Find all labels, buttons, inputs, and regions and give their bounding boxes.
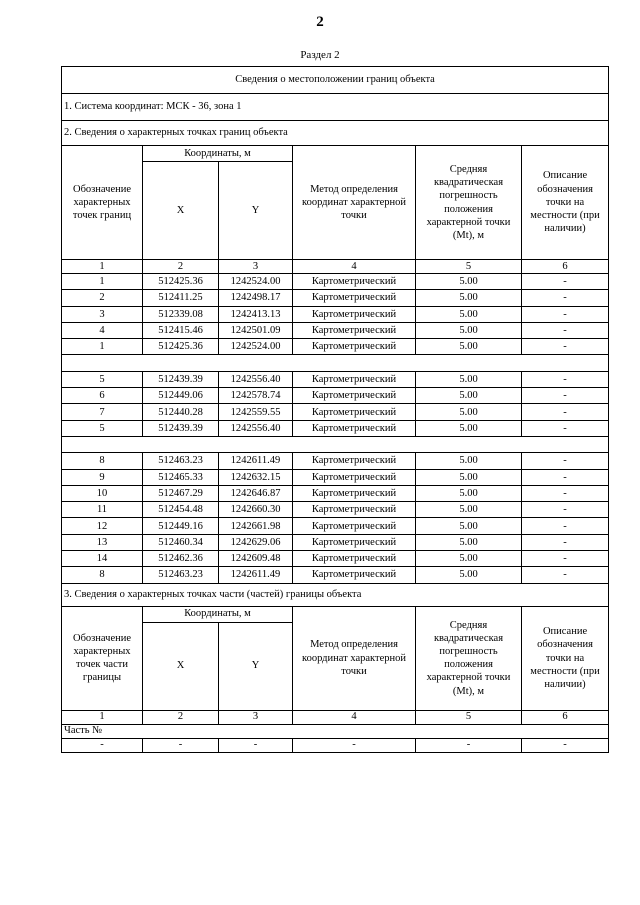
description: - bbox=[522, 306, 609, 322]
column-number: 2 bbox=[143, 710, 219, 724]
header3-description: Описание обозначения точки на местности (при наличии) bbox=[522, 606, 609, 710]
column-number: 3 bbox=[219, 260, 293, 274]
x-coordinate: 512460.34 bbox=[143, 534, 219, 550]
accuracy: 5.00 bbox=[416, 469, 522, 485]
accuracy: 5.00 bbox=[416, 274, 522, 290]
table-row bbox=[62, 518, 609, 534]
y-coordinate: 1242578.74 bbox=[219, 388, 293, 404]
y-coordinate: 1242413.13 bbox=[219, 306, 293, 322]
accuracy: 5.00 bbox=[416, 388, 522, 404]
method: Картометрический bbox=[293, 306, 416, 322]
table-row bbox=[62, 371, 609, 387]
part-label: Часть № bbox=[62, 724, 609, 738]
table-row bbox=[62, 485, 609, 501]
table-row bbox=[62, 551, 609, 567]
x-coordinate: 512449.06 bbox=[143, 388, 219, 404]
empty-cell: - bbox=[293, 738, 416, 752]
method: Картометрический bbox=[293, 551, 416, 567]
table-title: Сведения о местоположении границ объекта bbox=[62, 67, 609, 94]
accuracy: 5.00 bbox=[416, 339, 522, 355]
method: Картометрический bbox=[293, 388, 416, 404]
y-coordinate: 1242501.09 bbox=[219, 322, 293, 338]
header-coordinates: Координаты, м bbox=[143, 146, 293, 162]
header3-point-label: Обозначение характерных точек части границы bbox=[62, 606, 143, 710]
x-coordinate: 512462.36 bbox=[143, 551, 219, 567]
accuracy: 5.00 bbox=[416, 420, 522, 436]
table-row bbox=[62, 453, 609, 469]
x-coordinate: 512425.36 bbox=[143, 339, 219, 355]
point-id: 10 bbox=[62, 485, 143, 501]
accuracy: 5.00 bbox=[416, 551, 522, 567]
separator-row bbox=[62, 436, 609, 452]
accuracy: 5.00 bbox=[416, 534, 522, 550]
method: Картометрический bbox=[293, 534, 416, 550]
point-id: 2 bbox=[62, 290, 143, 306]
method: Картометрический bbox=[293, 371, 416, 387]
header3-coordinates: Координаты, м bbox=[143, 606, 293, 622]
table-row bbox=[62, 274, 609, 290]
table-row bbox=[62, 567, 609, 583]
method: Картометрический bbox=[293, 404, 416, 420]
accuracy: 5.00 bbox=[416, 404, 522, 420]
boundary-table bbox=[61, 66, 609, 753]
header-x: X bbox=[143, 162, 219, 260]
point-id: 1 bbox=[62, 339, 143, 355]
section3-title: 3. Сведения о характерных точках части (частей) границы объекта bbox=[62, 583, 609, 606]
method: Картометрический bbox=[293, 567, 416, 583]
x-coordinate: 512415.46 bbox=[143, 322, 219, 338]
description: - bbox=[522, 322, 609, 338]
column-number: 2 bbox=[143, 260, 219, 274]
y-coordinate: 1242498.17 bbox=[219, 290, 293, 306]
description: - bbox=[522, 469, 609, 485]
description: - bbox=[522, 371, 609, 387]
x-coordinate: 512463.23 bbox=[143, 567, 219, 583]
y-coordinate: 1242632.15 bbox=[219, 469, 293, 485]
point-id: 13 bbox=[62, 534, 143, 550]
description: - bbox=[522, 420, 609, 436]
description: - bbox=[522, 274, 609, 290]
accuracy: 5.00 bbox=[416, 485, 522, 501]
point-id: 14 bbox=[62, 551, 143, 567]
table-row bbox=[62, 339, 609, 355]
method: Картометрический bbox=[293, 322, 416, 338]
empty-cell: - bbox=[143, 738, 219, 752]
point-id: 3 bbox=[62, 306, 143, 322]
x-coordinate: 512339.08 bbox=[143, 306, 219, 322]
y-coordinate: 1242524.00 bbox=[219, 274, 293, 290]
method: Картометрический bbox=[293, 518, 416, 534]
x-coordinate: 512467.29 bbox=[143, 485, 219, 501]
accuracy: 5.00 bbox=[416, 322, 522, 338]
coordinate-system: 1. Система координат: МСК - 36, зона 1 bbox=[62, 94, 609, 121]
accuracy: 5.00 bbox=[416, 453, 522, 469]
y-coordinate: 1242556.40 bbox=[219, 420, 293, 436]
accuracy: 5.00 bbox=[416, 306, 522, 322]
point-id: 9 bbox=[62, 469, 143, 485]
section2-title: 2. Сведения о характерных точках границ объекта bbox=[62, 121, 609, 146]
x-coordinate: 512440.28 bbox=[143, 404, 219, 420]
empty-cell: - bbox=[522, 738, 609, 752]
separator-cell bbox=[62, 436, 609, 452]
description: - bbox=[522, 485, 609, 501]
method: Картометрический bbox=[293, 339, 416, 355]
page-number: 2 bbox=[316, 14, 324, 30]
method: Картометрический bbox=[293, 274, 416, 290]
point-id: 4 bbox=[62, 322, 143, 338]
method: Картометрический bbox=[293, 502, 416, 518]
description: - bbox=[522, 534, 609, 550]
x-coordinate: 512439.39 bbox=[143, 371, 219, 387]
point-id: 8 bbox=[62, 567, 143, 583]
y-coordinate: 1242611.49 bbox=[219, 453, 293, 469]
separator-cell bbox=[62, 355, 609, 371]
y-coordinate: 1242524.00 bbox=[219, 339, 293, 355]
x-coordinate: 512411.25 bbox=[143, 290, 219, 306]
table-row bbox=[62, 420, 609, 436]
x-coordinate: 512465.33 bbox=[143, 469, 219, 485]
header-method: Метод определения координат характерной точки bbox=[293, 146, 416, 260]
column-number: 1 bbox=[62, 710, 143, 724]
point-id: 6 bbox=[62, 388, 143, 404]
separator-row bbox=[62, 355, 609, 371]
accuracy: 5.00 bbox=[416, 567, 522, 583]
point-id: 8 bbox=[62, 453, 143, 469]
column-number: 6 bbox=[522, 260, 609, 274]
column-number: 5 bbox=[416, 710, 522, 724]
y-coordinate: 1242611.49 bbox=[219, 567, 293, 583]
point-id: 5 bbox=[62, 371, 143, 387]
column-number: 1 bbox=[62, 260, 143, 274]
header-accuracy: Средняя квадратическая погрешность положения характерной точки (Mt), м bbox=[416, 146, 522, 260]
accuracy: 5.00 bbox=[416, 518, 522, 534]
y-coordinate: 1242646.87 bbox=[219, 485, 293, 501]
column-number: 4 bbox=[293, 260, 416, 274]
x-coordinate: 512463.23 bbox=[143, 453, 219, 469]
description: - bbox=[522, 567, 609, 583]
column-number: 3 bbox=[219, 710, 293, 724]
x-coordinate: 512439.39 bbox=[143, 420, 219, 436]
header-point-label: Обозначение характерных точек границ bbox=[62, 146, 143, 260]
method: Картометрический bbox=[293, 485, 416, 501]
y-coordinate: 1242609.48 bbox=[219, 551, 293, 567]
x-coordinate: 512449.16 bbox=[143, 518, 219, 534]
header3-y: Y bbox=[219, 622, 293, 710]
accuracy: 5.00 bbox=[416, 502, 522, 518]
point-id: 11 bbox=[62, 502, 143, 518]
method: Картометрический bbox=[293, 469, 416, 485]
table-row bbox=[62, 534, 609, 550]
header-y: Y bbox=[219, 162, 293, 260]
description: - bbox=[522, 502, 609, 518]
column-number: 6 bbox=[522, 710, 609, 724]
description: - bbox=[522, 518, 609, 534]
table-row bbox=[62, 322, 609, 338]
table-row bbox=[62, 290, 609, 306]
description: - bbox=[522, 388, 609, 404]
section-label: Раздел 2 bbox=[300, 49, 340, 61]
point-id: 1 bbox=[62, 274, 143, 290]
point-id: 7 bbox=[62, 404, 143, 420]
table-row bbox=[62, 469, 609, 485]
description: - bbox=[522, 404, 609, 420]
x-coordinate: 512425.36 bbox=[143, 274, 219, 290]
y-coordinate: 1242556.40 bbox=[219, 371, 293, 387]
method: Картометрический bbox=[293, 453, 416, 469]
header3-x: X bbox=[143, 622, 219, 710]
description: - bbox=[522, 339, 609, 355]
point-id: 5 bbox=[62, 420, 143, 436]
table-row bbox=[62, 404, 609, 420]
y-coordinate: 1242660.30 bbox=[219, 502, 293, 518]
method: Картометрический bbox=[293, 420, 416, 436]
y-coordinate: 1242661.98 bbox=[219, 518, 293, 534]
header3-accuracy: Средняя квадратическая погрешность положения характерной точки (Mt), м bbox=[416, 606, 522, 710]
empty-cell: - bbox=[62, 738, 143, 752]
point-id: 12 bbox=[62, 518, 143, 534]
method: Картометрический bbox=[293, 290, 416, 306]
empty-cell: - bbox=[416, 738, 522, 752]
header-description: Описание обозначения точки на местности (при наличии) bbox=[522, 146, 609, 260]
description: - bbox=[522, 290, 609, 306]
header3-method: Метод определения координат характерной точки bbox=[293, 606, 416, 710]
accuracy: 5.00 bbox=[416, 371, 522, 387]
table-row bbox=[62, 306, 609, 322]
y-coordinate: 1242629.06 bbox=[219, 534, 293, 550]
table-row bbox=[62, 388, 609, 404]
description: - bbox=[522, 551, 609, 567]
column-number: 4 bbox=[293, 710, 416, 724]
y-coordinate: 1242559.55 bbox=[219, 404, 293, 420]
x-coordinate: 512454.48 bbox=[143, 502, 219, 518]
column-number: 5 bbox=[416, 260, 522, 274]
description: - bbox=[522, 453, 609, 469]
table-row bbox=[62, 502, 609, 518]
empty-cell: - bbox=[219, 738, 293, 752]
accuracy: 5.00 bbox=[416, 290, 522, 306]
